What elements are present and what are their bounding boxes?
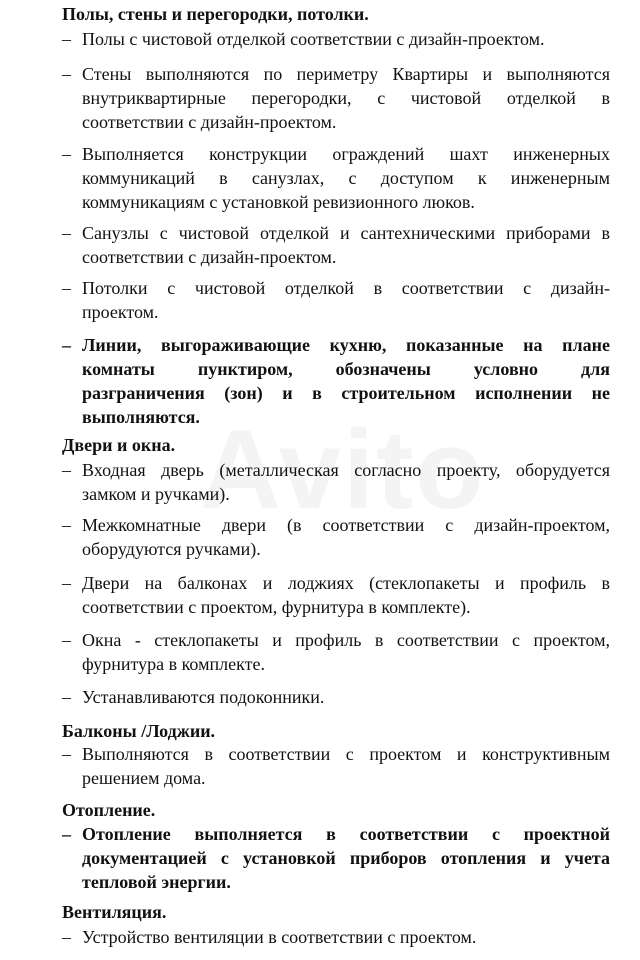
list-item — [62, 742, 610, 790]
section-heading-heating: Отопление. — [62, 800, 156, 820]
item-line: соответствии с дизайн-проектом. — [82, 247, 337, 267]
item-line: решением дома. — [82, 768, 206, 788]
item-line: комнаты пунктиром, обозначены условно для — [82, 359, 610, 379]
item-line: Выполняются в соответствии с проектом и конструктивным — [82, 744, 610, 764]
item-line: Окна - стеклопакеты и профиль в соответствии с проектом, — [82, 630, 610, 650]
list-dash: – — [62, 824, 71, 844]
item-line: Выполняется конструкции ограждений шахт инженерных — [82, 144, 610, 164]
list-dash: – — [62, 460, 71, 480]
item-line: Отопление выполняется в соответствии с проектной — [82, 824, 610, 844]
list-item — [62, 925, 610, 949]
item-line: выполняются. — [82, 407, 200, 427]
list-dash: – — [62, 630, 71, 650]
list-dash: – — [62, 64, 71, 84]
list-item — [62, 685, 610, 709]
list-item — [62, 513, 610, 561]
list-item — [62, 142, 610, 214]
list-dash: – — [62, 144, 71, 164]
list-item — [62, 27, 610, 51]
list-item — [62, 628, 610, 676]
list-item — [62, 458, 610, 506]
list-dash: – — [62, 744, 71, 764]
list-dash: – — [62, 29, 71, 49]
list-dash: – — [62, 927, 71, 947]
item-line: оборудуются ручками). — [82, 539, 261, 559]
item-line: Устройство вентиляции в соответствии с проектом. — [82, 927, 477, 947]
list-dash: – — [62, 223, 71, 243]
item-line: Двери на балконах и лоджиях (стеклопакеты и профиль в — [82, 573, 610, 593]
item-line: соответствии с проектом, фурнитура в комплекте). — [82, 597, 471, 617]
section-heading-ventilation: Вентиляция. — [62, 902, 167, 922]
section-heading-doors-windows: Двери и окна. — [62, 435, 176, 455]
list-dash: – — [62, 515, 71, 535]
list-item — [62, 62, 610, 134]
item-line: Устанавливаются подоконники. — [82, 687, 325, 707]
list-dash: – — [62, 278, 71, 298]
list-item — [62, 276, 610, 324]
list-dash: – — [62, 573, 71, 593]
item-line: Входная дверь (металлическая согласно проекту, оборудуется — [82, 460, 610, 480]
item-line: замком и ручками). — [82, 484, 230, 504]
item-line: Линии, выгораживающие кухню, показанные на плане — [82, 335, 610, 355]
item-line: соответствии с дизайн-проектом. — [82, 112, 337, 132]
item-line: документацией с установкой приборов отопления и учета — [82, 848, 610, 868]
item-line: коммуникациям с установкой ревизионного люков. — [82, 192, 475, 212]
item-line: Межкомнатные двери (в соответствии с дизайн-проектом, — [82, 515, 610, 535]
item-line: Санузлы с чистовой отделкой и сантехническими приборами в — [82, 223, 610, 243]
item-line: проектом. — [82, 302, 159, 322]
list-dash: – — [62, 335, 71, 355]
item-line: разграничения (зон) и в строительном исполнении не — [82, 383, 610, 403]
list-dash: – — [62, 687, 71, 707]
item-line: фурнитура в комплекте. — [82, 654, 265, 674]
item-line: тепловой энергии. — [82, 872, 231, 892]
list-item-bold — [62, 333, 610, 429]
section-heading-balconies: Балконы /Лоджии. — [62, 721, 216, 741]
item-line: внутриквартирные перегородки, с чистовой отделкой в — [82, 88, 610, 108]
list-item — [62, 221, 610, 269]
list-item — [62, 571, 610, 619]
section-heading-floors: Полы, стены и перегородки, потолки. — [62, 4, 369, 24]
item-line: Полы с чистовой отделкой соответствии с дизайн-проектом. — [82, 29, 545, 49]
item-line: Стены выполняются по периметру Квартиры и выполняются — [82, 64, 610, 84]
item-line: коммуникаций в санузлах, с доступом к инженерным — [82, 168, 610, 188]
item-line: Потолки с чистовой отделкой в соответствии с дизайн- — [82, 278, 610, 298]
list-item-bold — [62, 822, 610, 894]
